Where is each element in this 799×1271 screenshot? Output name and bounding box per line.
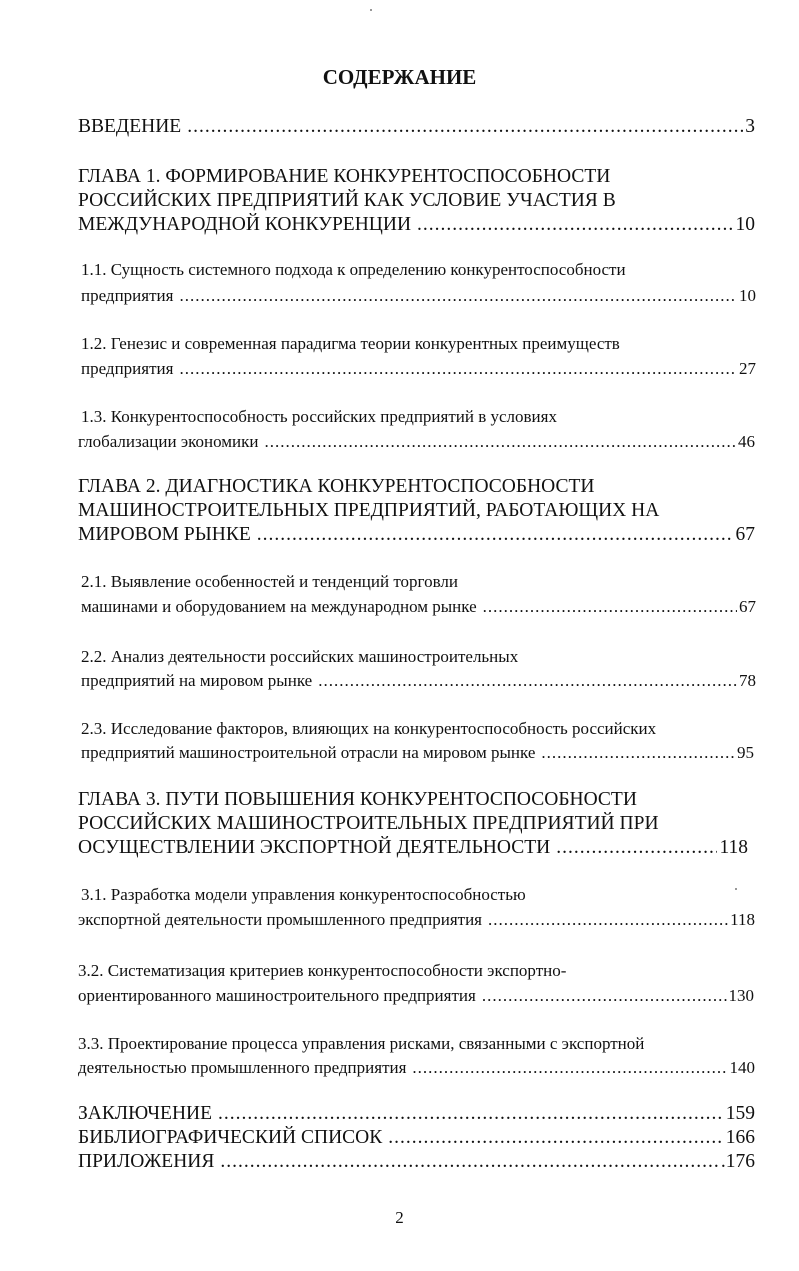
toc-entry-chapter-1 <box>78 212 755 238</box>
toc-entry-section-3-3 <box>78 1056 755 1080</box>
dot-leader <box>388 1126 724 1150</box>
toc-entry-section-2-1 <box>81 595 756 619</box>
toc-entry-section-2-3 <box>81 741 754 765</box>
toc-entry-section-3-1 <box>78 908 755 932</box>
toc-entry-section-1-2 <box>81 357 756 381</box>
toc-entry-label: глобализации экономики <box>78 432 259 451</box>
dot-leader <box>483 595 737 619</box>
toc-page-number: 118 <box>719 837 748 858</box>
page-number: 2 <box>395 1208 404 1227</box>
toc-entry-label: БИБЛИОГРАФИЧЕСКИЙ СПИСОК <box>78 1127 383 1148</box>
toc-page-number: 3 <box>745 116 755 137</box>
scan-speck <box>370 9 372 11</box>
toc-page-number: 27 <box>739 359 756 378</box>
dot-leader <box>187 115 743 139</box>
toc-page-number: 166 <box>725 1127 755 1148</box>
toc-entry-label: предприятия <box>81 286 174 305</box>
dot-leader <box>220 1150 718 1174</box>
toc-title: СОДЕРЖАНИЕ <box>322 65 477 89</box>
toc-entry-label: ВВЕДЕНИЕ <box>78 116 182 137</box>
toc-page-number: 159 <box>725 1103 755 1124</box>
toc-entry-label: предприятия <box>81 359 174 378</box>
chapter-2-title-line: МАШИНОСТРОИТЕЛЬНЫХ ПРЕДПРИЯТИЙ, РАБОТАЮЩИХ НА <box>78 500 660 521</box>
section-2-3-line: 2.3. Исследование факторов, влияющих на конкурентоспособность российских <box>81 719 657 738</box>
section-2-2-line: 2.2. Анализ деятельности российских машиностроительных <box>81 647 519 666</box>
section-1-2-line: 1.2. Генезис и современная парадигма теории конкурентных преимуществ <box>81 334 620 353</box>
dot-leader <box>179 284 737 308</box>
toc-entry-label: ориентированного машиностроительного предприятия <box>78 986 476 1005</box>
chapter-1-title-line: РОССИЙСКИХ ПРЕДПРИЯТИЙ КАК УСЛОВИЕ УЧАСТИЯ В <box>78 190 616 211</box>
dot-leader <box>412 1056 727 1080</box>
dot-leader <box>556 835 717 861</box>
toc-entry-conclusion <box>78 1102 755 1126</box>
toc-entry-label: МЕЖДУНАРОДНОЙ КОНКУРЕНЦИИ <box>78 214 412 235</box>
toc-page-number: .176 <box>720 1151 755 1172</box>
dot-leader <box>265 430 736 454</box>
toc-page-number: 67 <box>735 524 755 545</box>
dot-leader <box>318 669 737 693</box>
section-2-1-line: 2.1. Выявление особенностей и тенденций торговли <box>81 572 458 591</box>
toc-page-number: 67 <box>739 597 756 616</box>
toc-entry-section-3-2 <box>78 984 754 1008</box>
dot-leader <box>257 522 734 548</box>
dot-leader <box>541 741 735 765</box>
toc-entry-label: ПРИЛОЖЕНИЯ <box>78 1151 215 1172</box>
toc-page-number: 95 <box>737 743 754 762</box>
section-3-2-line: 3.2. Систематизация критериев конкурентоспособности экспортно- <box>78 961 567 980</box>
toc-page-number: 10 <box>739 286 756 305</box>
dot-leader <box>417 212 733 238</box>
section-3-1-line: 3.1. Разработка модели управления конкурентоспособностью <box>81 885 526 904</box>
chapter-3-title-line: РОССИЙСКИХ МАШИНОСТРОИТЕЛЬНЫХ ПРЕДПРИЯТИЙ ПРИ <box>78 813 659 834</box>
toc-entry-bibliography <box>78 1126 755 1150</box>
toc-entry-label: предприятий машиностроительной отрасли на мировом рынке <box>81 743 536 762</box>
toc-entry-label: машинами и оборудованием на международном рынке <box>81 597 477 616</box>
section-3-3-line: 3.3. Проектирование процесса управления рисками, связанными с экспортной <box>78 1034 645 1053</box>
toc-page-number: 78 <box>739 671 756 690</box>
toc-entry-label: ОСУЩЕСТВЛЕНИИ ЭКСПОРТНОЙ ДЕЯТЕЛЬНОСТИ <box>78 837 551 858</box>
toc-page-number: 118 <box>730 910 755 929</box>
toc-entry-label: предприятий на мировом рынке <box>81 671 313 690</box>
dot-leader <box>488 908 728 932</box>
toc-entry-chapter-2 <box>78 522 755 548</box>
toc-entry-appendices <box>78 1150 755 1174</box>
dot-leader <box>179 357 737 381</box>
dot-leader <box>218 1102 724 1126</box>
chapter-2-title-line: ГЛАВА 2. ДИАГНОСТИКА КОНКУРЕНТОСПОСОБНОСТИ <box>78 476 595 497</box>
toc-entry-section-2-2 <box>81 669 756 693</box>
chapter-1-title-line: ГЛАВА 1. ФОРМИРОВАНИЕ КОНКУРЕНТОСПОСОБНОСТИ <box>78 166 611 187</box>
toc-entry-section-1-1 <box>81 284 756 308</box>
toc-page-number: 46 <box>738 432 755 451</box>
toc-entry-chapter-3 <box>78 835 748 861</box>
section-1-1-line: 1.1. Сущность системного подхода к определению конкурентоспособности <box>81 260 626 279</box>
toc-page-number: 130 <box>728 986 754 1005</box>
toc-entry-label: экспортной деятельности промышленного предприятия <box>78 910 482 929</box>
toc-page-number: 140 <box>729 1058 755 1077</box>
toc-entry-intro <box>78 115 755 139</box>
toc-entry-label: деятельностью промышленного предприятия <box>78 1058 407 1077</box>
toc-entry-section-1-3 <box>78 430 755 454</box>
toc-entry-label: МИРОВОМ РЫНКЕ <box>78 524 251 545</box>
chapter-3-title-line: ГЛАВА 3. ПУТИ ПОВЫШЕНИЯ КОНКУРЕНТОСПОСОБНОСТИ <box>78 789 637 810</box>
toc-entry-label: ЗАКЛЮЧЕНИЕ <box>78 1103 213 1124</box>
toc-page-number: 10 <box>735 214 755 235</box>
scan-speck <box>735 888 737 890</box>
dot-leader <box>482 984 727 1008</box>
section-1-3-line: 1.3. Конкурентоспособность российских предприятий в условиях <box>81 407 557 426</box>
